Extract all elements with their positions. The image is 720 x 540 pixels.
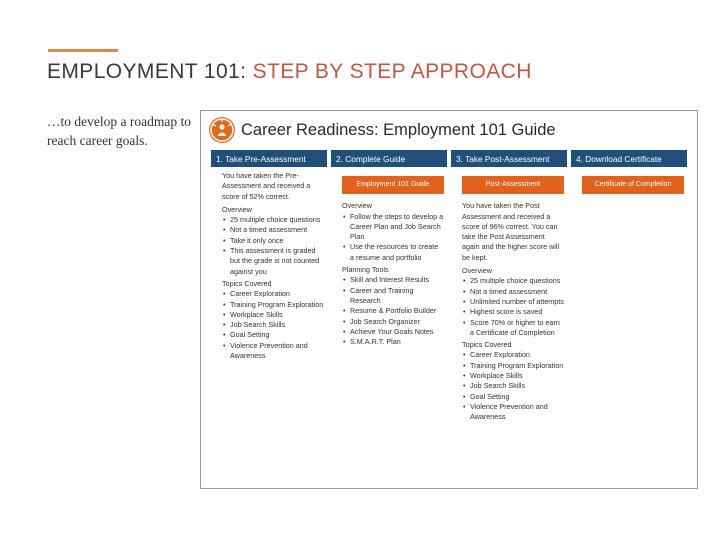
column-intro: You have taken the Post Assessment and received a score of 96% correct. You can take the Post Assessment again and the higher score will be kept. [462, 201, 560, 262]
career-compass-logo-icon [209, 117, 235, 143]
overview-title: Overview [222, 204, 252, 214]
guide-title: Career Readiness: Employment 101 Guide [241, 120, 556, 139]
title-accent-line [48, 49, 118, 52]
overview-list [342, 212, 444, 263]
guide-columns [211, 150, 691, 423]
list-item[interactable]: • Career and Training Research [342, 286, 444, 307]
planning-tools-list [342, 275, 444, 347]
slide-title-part1: EMPLOYMENT 101: [47, 60, 253, 83]
list-item[interactable]: • Job Search Organizer [342, 317, 444, 327]
column-body [331, 167, 448, 347]
topics-list [462, 350, 564, 422]
guide-screenshot [200, 110, 698, 489]
column-download-certificate [571, 150, 691, 423]
column-body [211, 167, 328, 361]
column-header[interactable]: 1. Take Pre-Assessment [211, 150, 327, 167]
list-item: • Workplace Skills [222, 310, 324, 320]
list-item: • Job Search Skills [222, 320, 324, 330]
list-item: • This assessment is graded but the grade is not counted against you [222, 246, 324, 277]
list-item: • Training Program Exploration [462, 361, 564, 371]
column-header[interactable]: 2. Complete Guide [331, 150, 447, 167]
list-item: • Career Exploration [222, 289, 324, 299]
employment-guide-button[interactable]: Employment 101 Guide [342, 176, 444, 194]
list-item: • Violence Prevention and Awareness [222, 341, 324, 362]
slide-title-part2: STEP BY STEP APPROACH [252, 60, 532, 83]
list-item: • Unlimited number of attempts [462, 297, 564, 307]
list-item: • Highest score is saved [462, 307, 564, 317]
column-header[interactable]: 4. Download Certificate [571, 150, 687, 167]
list-item: • Workplace Skills [462, 371, 564, 381]
column-post-assessment [451, 150, 571, 423]
planning-tools-title: Planning Tools [342, 265, 389, 275]
list-item[interactable]: • Skill and Interest Results [342, 275, 444, 285]
post-assessment-button[interactable]: Post-Assessment [462, 176, 564, 194]
list-item[interactable]: • Resume & Portfolio Builder [342, 306, 444, 316]
topics-list [222, 289, 324, 361]
list-item: • Score 70% or higher to earn a Certificate of Completion [462, 318, 564, 339]
list-item: • Use the resources to create a resume and portfolio [342, 242, 444, 263]
list-item: • Career Exploration [462, 350, 564, 360]
overview-list [222, 215, 324, 277]
column-intro: You have taken the Pre-Assessment and received a score of 52% correct. [222, 171, 311, 201]
topics-title: Topics Covered [462, 340, 512, 350]
column-body [451, 167, 568, 423]
list-item: • Goal Setting [462, 392, 564, 402]
column-header[interactable]: 3. Take Post-Assessment [451, 150, 567, 167]
slide-title [47, 60, 532, 84]
list-item: • Take it only once [222, 236, 324, 246]
overview-list [462, 276, 564, 338]
list-item: • Goal Setting [222, 330, 324, 340]
list-item: • Violence Prevention and Awareness [462, 402, 564, 423]
list-item: • Not a timed assessment [222, 225, 324, 235]
topics-title: Topics Covered [222, 278, 272, 288]
slide-subtitle: …to develop a roadmap to reach career goals. [47, 114, 191, 148]
list-item: • 25 multiple choice questions [462, 276, 564, 286]
overview-title: Overview [462, 266, 492, 276]
list-item: • Training Program Exploration [222, 300, 324, 310]
list-item: • Follow the steps to develop a Career Plan and Job Search Plan [342, 212, 444, 243]
list-item: • 25 multiple choice questions [222, 215, 324, 225]
guide-header [209, 117, 556, 143]
list-item[interactable]: • S.M.A.R.T. Plan [342, 337, 444, 347]
column-complete-guide [331, 150, 451, 423]
overview-title: Overview [342, 201, 372, 211]
column-pre-assessment [211, 150, 331, 423]
list-item: • Job Search Skills [462, 381, 564, 391]
list-item: • Not a timed assessment [462, 287, 564, 297]
column-body [571, 167, 688, 194]
list-item[interactable]: • Achieve Your Goals Notes [342, 327, 444, 337]
certificate-button[interactable]: Certificate of Completion [582, 176, 684, 194]
